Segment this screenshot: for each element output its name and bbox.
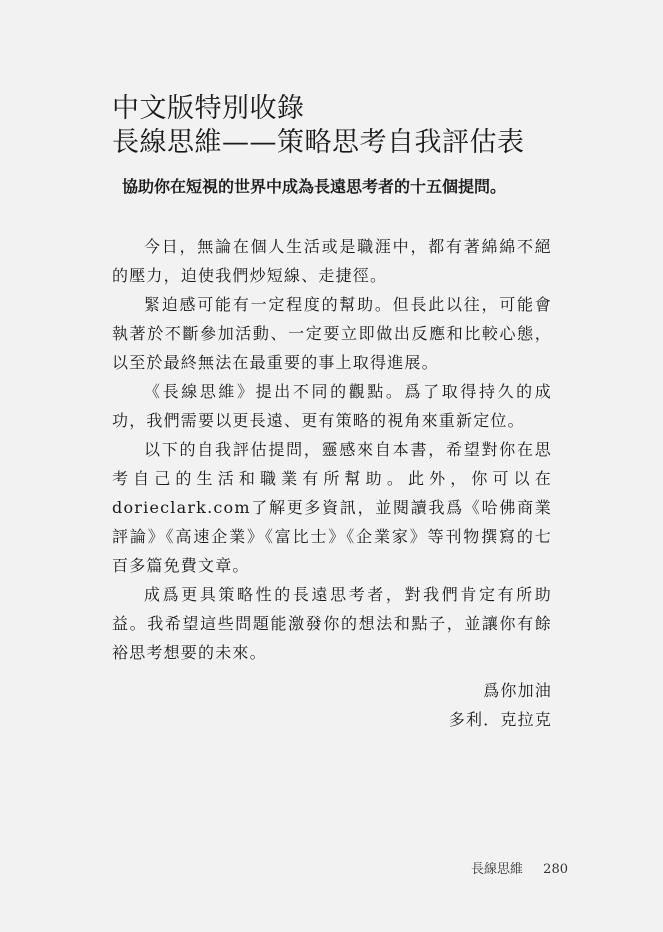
closing-signature (449, 676, 552, 734)
page-title (112, 92, 525, 160)
paragraph: 今日，無論在個人生活或是職涯中，都有著綿綿不絕的壓力，迫使我們炒短線、走捷徑。 (112, 237, 552, 285)
running-title: 長線思維 (471, 862, 524, 877)
subtitle: 協助你在短視的世界中成為長遠思考者的十五個提問。 (122, 177, 507, 196)
title-line-2: 長線思維——策略思考自我評估表 (112, 127, 525, 158)
author-name: 多利．克拉克 (448, 710, 552, 729)
paragraph: 成爲更具策略性的長遠思考者，對我們肯定有所助益。我希望這些問題能激發你的想法和點子，並讓你有餘裕思考想要的未來。 (112, 585, 552, 662)
paragraph: 《長線思維》提出不同的觀點。爲了取得持久的成功，我們需要以更長遠、更有策略的視角來重新定位。 (112, 382, 552, 430)
page-number: 280 (543, 862, 568, 877)
paragraph: 緊迫感可能有一定程度的幫助。但長此以往，可能會執著於不斷參加活動、一定要立即做出反應和比較心態，以至於最終無法在最重要的事上取得進展。 (112, 295, 552, 372)
title-line-1: 中文版特別收錄 (112, 93, 305, 124)
closing-greeting: 爲你加油 (483, 681, 552, 700)
body-text (112, 232, 552, 667)
paragraph: 以下的自我評估提問，靈感來自本書，希望對你在思考自己的生活和職業有所幫助。此外，你可以在dorieclark.com了解更多資訊，並閱讀我爲《哈佛商業評論》《高速企業》《富比士》《企業家》等刊物撰寫的七百多篇免費文章。 (112, 440, 552, 575)
page-footer (471, 858, 568, 877)
